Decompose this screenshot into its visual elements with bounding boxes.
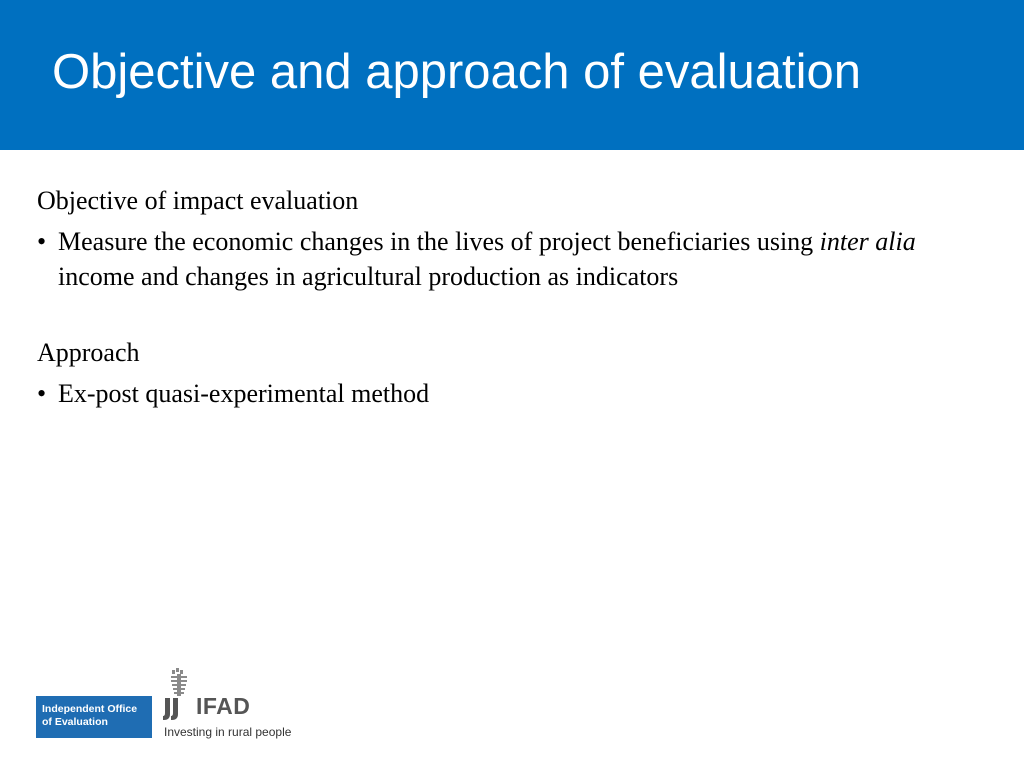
- objective-bullet-text-end: income and changes in agricultural production as indicators: [58, 262, 679, 291]
- ifad-wheat-emblem-icon: [163, 668, 197, 722]
- ioe-logo-line1: Independent Office: [42, 703, 138, 715]
- bullet-marker: •: [37, 227, 47, 256]
- ifad-wordmark: IFAD: [196, 693, 251, 719]
- approach-bullet-text: Ex-post quasi-experimental method: [58, 379, 430, 408]
- objective-bullet-text-start: Measure the economic changes in the lives of project beneficiaries using: [58, 227, 820, 256]
- bullet-marker: •: [37, 379, 47, 408]
- objective-heading: Objective of impact evaluation: [37, 186, 359, 215]
- objective-section: [37, 183, 977, 294]
- approach-section: [37, 335, 977, 411]
- title-bar: [0, 0, 1024, 150]
- approach-heading: Approach: [37, 338, 140, 367]
- slide-body: [37, 183, 977, 411]
- objective-bullet: [37, 224, 977, 294]
- ifad-tagline: Investing in rural people: [164, 725, 292, 739]
- ifad-logo: [163, 668, 313, 744]
- ioe-logo-line2: of Evaluation: [42, 716, 108, 728]
- slide-title: Objective and approach of evaluation: [52, 45, 862, 99]
- approach-bullet-list: [37, 376, 977, 411]
- approach-bullet: [37, 376, 977, 411]
- objective-bullet-text-italic: inter alia: [819, 227, 916, 256]
- ioe-logo: [36, 696, 152, 738]
- objective-bullet-list: [37, 224, 977, 294]
